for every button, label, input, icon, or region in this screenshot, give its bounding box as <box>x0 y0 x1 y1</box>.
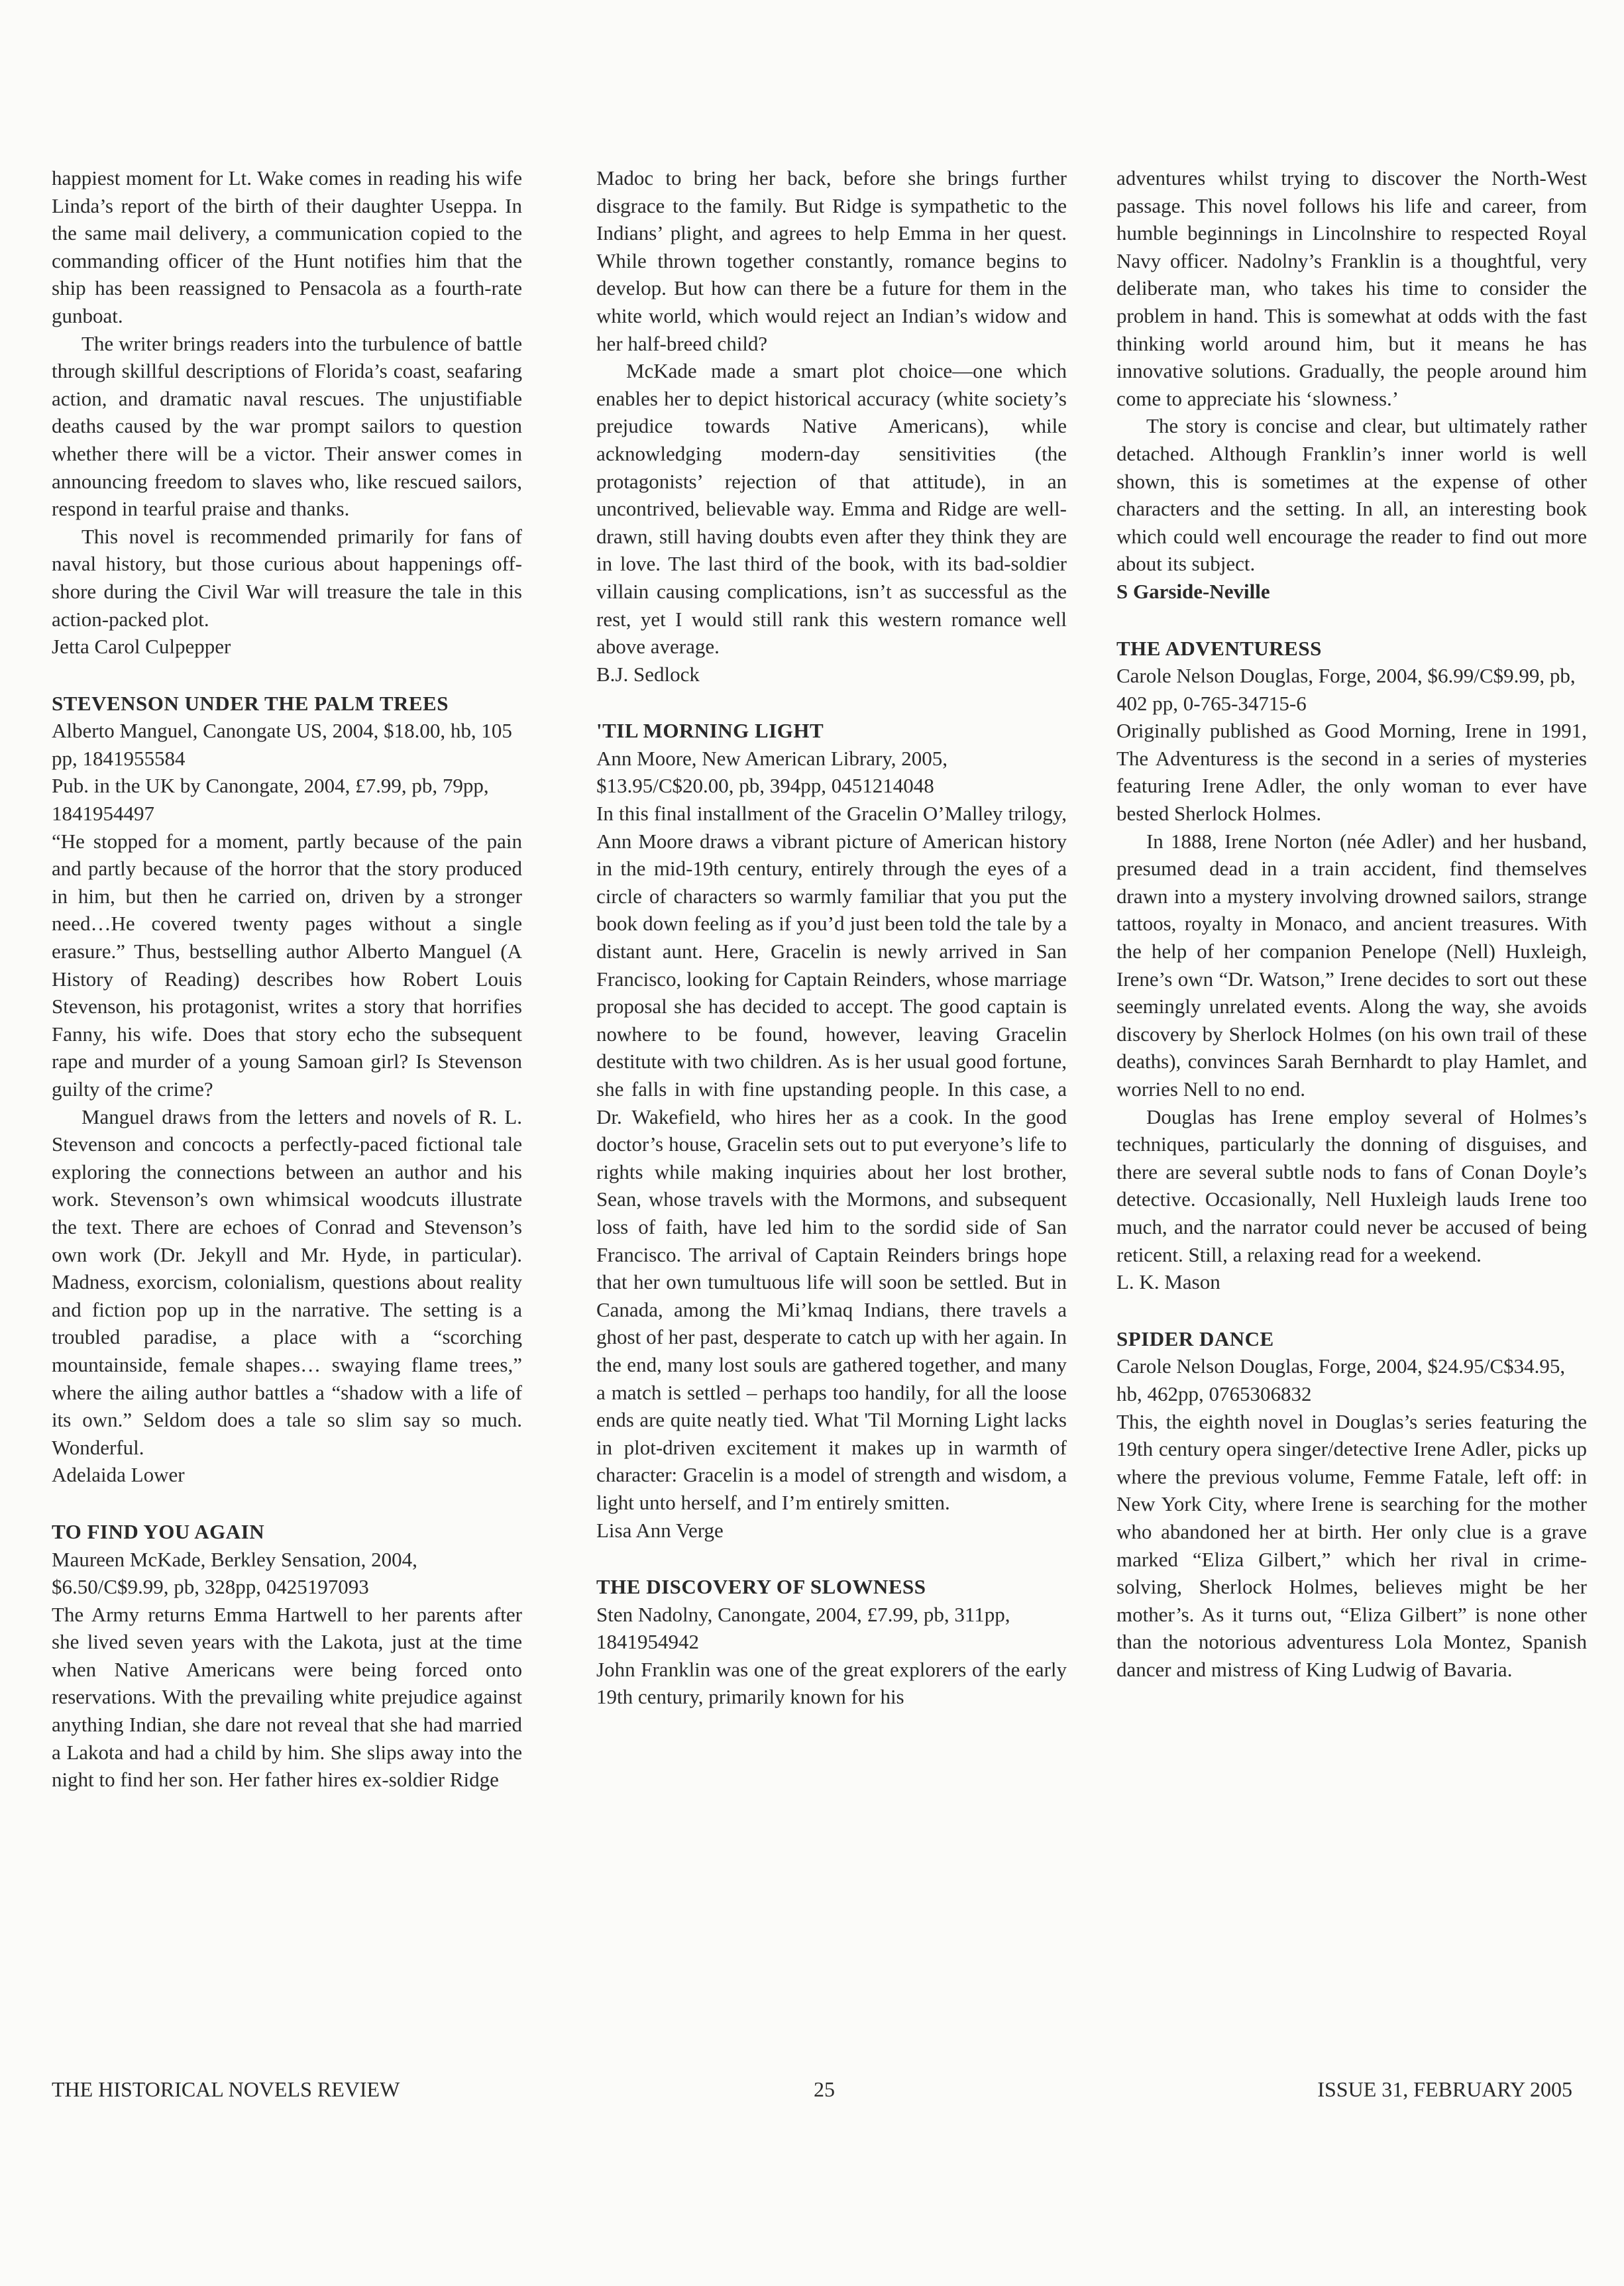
review-paragraph: The story is concise and clear, but ultimately rather detached. Although Franklin’s inner world is well shown, this is sometimes at the expense of other characters and the setting. In all, an interesting book which could well encourage the reader to find out more about its subject. <box>1116 414 1587 576</box>
column-2 <box>596 164 1067 1711</box>
reviewer-signature: B.J. Sedlock <box>596 662 700 686</box>
reviewer-signature: L. K. Mason <box>1116 1270 1220 1294</box>
review-title: 'TIL MORNING LIGHT <box>596 719 824 743</box>
reviewer-signature: Lisa Ann Verge <box>596 1518 724 1542</box>
book-details: Carole Nelson Douglas, Forge, 2004, $24.95/C$34.95, hb, 462pp, 0765306832 <box>1116 1354 1566 1405</box>
footer-issue: ISSUE 31, FEBRUARY 2005 <box>1317 2077 1572 2101</box>
review-paragraph: Douglas has Irene employ several of Holmes’s techniques, particularly the donning of disguises, and there are several subtle nods to fans of Conan Doyle’s detective. Occasionally, Nell Huxleigh lauds Irene too much, and the narrator could never be accused of being reticent. Still, a relaxing read for a weekend. <box>1116 1105 1587 1266</box>
review-paragraph: Manguel draws from the letters and novels of R. L. Stevenson and concocts a perfectly-paced fictional tale exploring the connections between an author and his work. Stevenson’s own whimsical woodcuts illustrate the text. There are echoes of Conrad and Stevenson’s own work (Dr. Jekyll and Mr. Hyde, in particular). Madness, exorcism, colonialism, questions about reality and fiction pop up in the narrative. The setting is a troubled paradise, a place with a “scorching mountainside, female shapes… swaying flame trees,” where the ailing author battles a “shadow with a life of its own.” Seldom does a tale so slim say so much. Wonderful. <box>52 1105 522 1459</box>
review-paragraph: McKade made a smart plot choice—one which enables her to depict historical accuracy (white society’s prejudice towards Native Americans), while acknowledging modern-day sensitivities (the protagonists’ rejection of that attitude), in an uncontrived, believable way. Emma and Ridge are well-drawn, still having doubts even after they think they are in love. The last third of the book, with its bad-soldier villain causing complications, isn’t as successful as the rest, yet I would still rank this western romance well above average. <box>596 359 1067 659</box>
reviewer-signature: Adelaida Lower <box>52 1463 185 1487</box>
book-details: Pub. in the UK by Canongate, 2004, £7.99, pb, 79pp, 1841954497 <box>52 774 489 826</box>
review-paragraph: The Army returns Emma Hartwell to her parents after she lived seven years with the Lakota, just at the time when Native Americans were being forced onto reservations. With the prevailing white prejudice against anything Indian, she dare not reveal that she had married a Lakota and had a child by him. She slips away into the night to find her son. Her father hires ex-soldier Ridge <box>52 1602 522 1792</box>
review-paragraph: Madoc to bring her back, before she brings further disgrace to the family. But Ridge is sympathetic to the Indians’ plight, and agrees to help Emma in her quest. While thrown together constantly, romance begins to develop. But how can there be a future for them in the white world, which would reject an Indian’s widow and her half-breed child? <box>596 166 1067 355</box>
book-details: Sten Nadolny, Canongate, 2004, £7.99, pb, 311pp, 1841954942 <box>596 1602 1010 1654</box>
review-paragraph: happiest moment for Lt. Wake comes in reading his wife Linda’s report of the birth of their daughter Useppa. In the same mail delivery, a communication copied to the commanding officer of the Hunt notifies him that the ship has been reassigned to Pensacola as a fourth-rate gunboat. <box>52 166 522 327</box>
review-title: THE DISCOVERY OF SLOWNESS <box>596 1575 926 1599</box>
footer-page-number: 25 <box>814 2077 835 2101</box>
reviewer-signature: Jetta Carol Culpepper <box>52 635 231 659</box>
review-paragraph: Originally published as Good Morning, Irene in 1991, The Adventuress is the second in a series of mysteries featuring Irene Adler, the only woman to ever have bested Sherlock Holmes. <box>1116 719 1587 826</box>
review-paragraph: This, the eighth novel in Douglas’s series featuring the 19th century opera singer/detective Irene Adler, picks up where the previous volume, Femme Fatale, left off: in New York City, where Irene is searching for the mother who abandoned her at birth. Her only clue is a grave marked “Eliza Gilbert,” which her rival in crime-solving, Sherlock Holmes, believes might be her mother’s. As it turns out, “Eliza Gilbert” is none other than the notorious adventuress Lola Montez, Spanish dancer and mistress of King Ludwig of Bavaria. <box>1116 1409 1587 1681</box>
book-details: Maureen McKade, Berkley Sensation, 2004, $6.50/C$9.99, pb, 328pp, 0425197093 <box>52 1547 417 1599</box>
review-title: THE ADVENTURESS <box>1116 636 1322 660</box>
review-paragraph: This novel is recommended primarily for fans of naval history, but those curious about happenings off-shore during the Civil War will treasure the tale in this action-packed plot. <box>52 524 522 631</box>
review-paragraph: adventures whilst trying to discover the North-West passage. This novel follows his life and career, from humble beginnings in Lincolnshire to respected Royal Navy officer. Nadolny’s Franklin is a thoughtful, very deliberate man, who takes his time to consider the problem in hand. This is somewhat at odds with the fast thinking world around him, but it means he has innovative solutions. Gradually, the people around him come to appreciate his ‘slowness.’ <box>1116 166 1587 410</box>
book-details: Alberto Manguel, Canongate US, 2004, $18.00, hb, 105 pp, 1841955584 <box>52 719 512 770</box>
review-title: STEVENSON UNDER THE PALM TREES <box>52 691 449 715</box>
footer-journal-name: THE HISTORICAL NOVELS REVIEW <box>52 2077 400 2101</box>
book-details: Carole Nelson Douglas, Forge, 2004, $6.99/C$9.99, pb, 402 pp, 0-765-34715-6 <box>1116 664 1576 715</box>
review-paragraph: “He stopped for a moment, partly because of the pain and partly because of the horror that the story produced in him, but then he carried on, driven by a stronger need…He covered twenty pages without a single erasure.” Thus, bestselling author Alberto Manguel (A History of Reading) describes how Robert Louis Stevenson, his protagonist, writes a story that horrifies Fanny, his wife. Does that story echo the subsequent rape and murder of a young Samoan girl? Is Stevenson guilty of the crime? <box>52 829 522 1101</box>
review-title: SPIDER DANCE <box>1116 1327 1274 1350</box>
review-title: TO FIND YOU AGAIN <box>52 1519 265 1543</box>
column-1 <box>52 164 522 1794</box>
column-3 <box>1116 164 1587 1683</box>
reviewer-signature: S Garside-Neville <box>1116 579 1270 603</box>
book-details: Ann Moore, New American Library, 2005, $13.95/C$20.00, pb, 394pp, 0451214048 <box>596 746 948 798</box>
review-paragraph: John Franklin was one of the great explorers of the early 19th century, primarily known for his <box>596 1657 1067 1709</box>
review-paragraph: The writer brings readers into the turbulence of battle through skillful descriptions of Florida’s coast, seafaring action, and dramatic naval rescues. The unjustifiable deaths caused by the war prompt sailors to question whether there will be a victor. Their answer comes in announcing freedom to slaves who, like rescued sailors, respond in tearful praise and thanks. <box>52 331 522 521</box>
review-paragraph: In this final installment of the Gracelin O’Malley trilogy, Ann Moore draws a vibrant picture of American history in the mid-19th century, entirely through the eyes of a circle of characters so warmly familiar that you put the book down feeling as if you’d just been told the tale by a distant aunt. Here, Gracelin is newly arrived in San Francisco, looking for Captain Reinders, whose marriage proposal she has decided to accept. The good captain is nowhere to be found, however, leaving Gracelin destitute with two children. As is her usual good fortune, she falls in with fine upstanding people. In this case, a Dr. Wakefield, who hires her as a cook. In the good doctor’s house, Gracelin sets out to put everyone’s life to rights while making inquiries about her lost brother, Sean, whose travels with the Mormons, and subsequent loss of faith, have led him to the sordid side of San Francisco. The arrival of Captain Reinders brings hope that her own tumultuous life will soon be settled. But in Canada, among the Mi’kmaq Indians, there travels a ghost of her past, desperate to catch up with her again. In the end, many lost souls are gathered together, and many a match is settled – perhaps too handily, for all the loose ends are quite neatly tied. What 'Til Morning Light lacks in plot-driven excitement it makes up in warmth of character: Gracelin is a model of strength and wisdom, a light unto herself, and I’m entirely smitten. <box>596 802 1067 1514</box>
review-paragraph: In 1888, Irene Norton (née Adler) and her husband, presumed dead in a train accident, find themselves drawn into a mystery involving drowned sailors, strange tattoos, royalty in Monaco, and ancient treasures. With the help of her companion Penelope (Nell) Huxleigh, Irene’s own “Dr. Watson,” Irene decides to sort out these seemingly unrelated events. Along the way, she avoids discovery by Sherlock Holmes (on his own trail of these deaths), convinces Sarah Bernhardt to play Hamlet, and worries Nell to no end. <box>1116 829 1587 1101</box>
